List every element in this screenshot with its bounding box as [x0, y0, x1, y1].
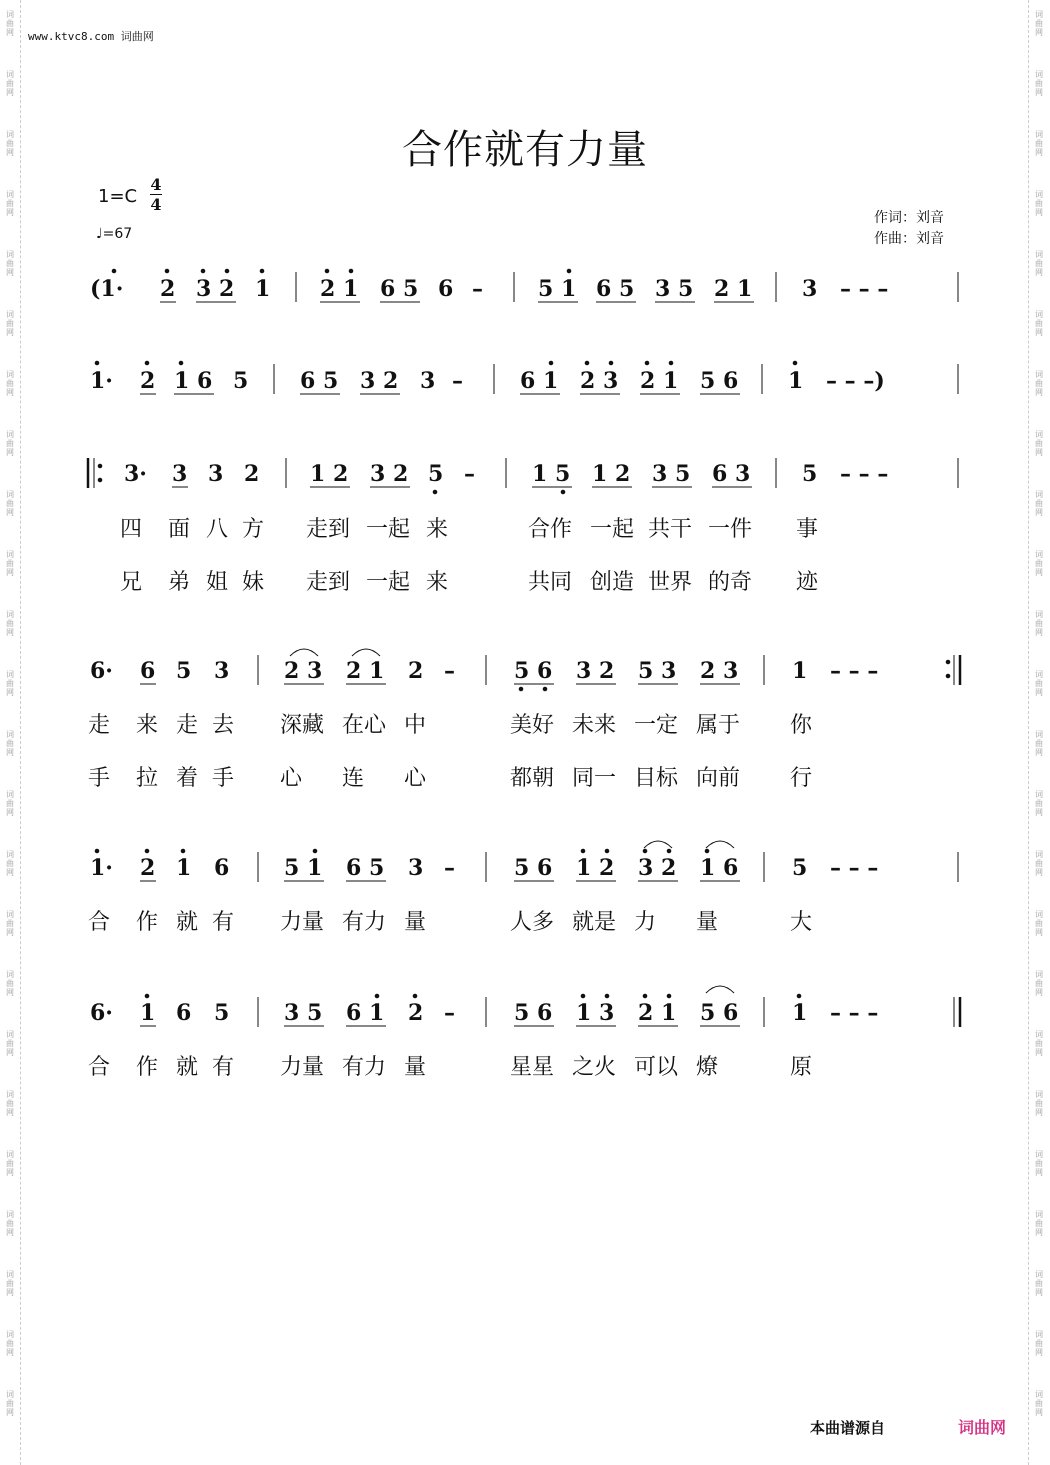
- svg-text:2 3: 2 3: [284, 658, 323, 684]
- svg-text:3 2: 3 2: [196, 276, 235, 302]
- svg-text:5 6: 5 6: [514, 658, 553, 684]
- edge-watermark-mark: 词 曲 网: [6, 370, 14, 397]
- edge-watermark-mark: 词 曲 网: [1035, 250, 1043, 277]
- svg-text:1 6: 1 6: [174, 368, 213, 394]
- lyric-word: 行: [790, 766, 813, 791]
- edge-watermark-mark: 词 曲 网: [6, 610, 14, 637]
- lyric-word: 弟: [168, 570, 191, 595]
- score-line-6: [90, 986, 960, 1027]
- quarter-note-icon: ♩: [96, 226, 103, 242]
- svg-text:1 2: 1 2: [310, 461, 349, 487]
- svg-text:5: 5: [428, 461, 444, 487]
- lyric-word: 有: [212, 1055, 235, 1080]
- lyric-word: 力: [634, 910, 657, 935]
- lyric-word: 人多: [510, 910, 555, 935]
- svg-text:1: 1: [792, 658, 808, 684]
- svg-text:1 2: 1 2: [576, 855, 615, 881]
- lyric-word: 合作: [528, 517, 573, 542]
- tempo-mark: ♩=67: [96, 226, 133, 242]
- svg-text:2: 2: [140, 368, 156, 394]
- svg-text:6: 6: [438, 276, 454, 302]
- lyric-word: 可以: [634, 1055, 679, 1080]
- edge-watermark-mark: 词 曲 网: [1035, 310, 1043, 337]
- svg-text:1 6: 1 6: [700, 855, 739, 881]
- edge-watermark-mark: 词 曲 网: [1035, 1330, 1043, 1357]
- svg-text:2 1: 2 1: [640, 368, 679, 394]
- lyric-word: 就是: [572, 910, 617, 935]
- lyric-word: 妹: [242, 570, 265, 595]
- svg-text:6 1: 6 1: [346, 1000, 385, 1026]
- svg-text:2 1: 2 1: [638, 1000, 677, 1026]
- lyric-word: 属于: [696, 713, 741, 738]
- lyric-word: 原: [790, 1055, 813, 1080]
- lyric-word: 走: [176, 713, 199, 738]
- svg-text:6 5: 6 5: [300, 368, 339, 394]
- lyric-word: 合: [88, 1055, 111, 1080]
- lyric-word: 共同: [528, 570, 573, 595]
- svg-text:5 1: 5 1: [538, 276, 577, 302]
- edge-watermark-mark: 词 曲 网: [1035, 1210, 1043, 1237]
- edge-watermark-mark: 词 曲 网: [1035, 970, 1043, 997]
- edge-watermark-mark: 词 曲 网: [6, 790, 14, 817]
- svg-text:3 5: 3 5: [284, 1000, 323, 1026]
- lyric-word: 合: [88, 910, 111, 935]
- svg-text:6: 6: [140, 658, 156, 684]
- svg-text:3 5: 3 5: [652, 461, 691, 487]
- svg-text:3: 3: [172, 461, 188, 487]
- lyric-word: 兄: [120, 570, 143, 595]
- edge-watermark-mark: 词 曲 网: [6, 250, 14, 277]
- lyric-word: 面: [168, 517, 191, 542]
- svg-text:–: –: [472, 276, 483, 302]
- edge-watermark-mark: 词 曲 网: [1035, 1030, 1043, 1057]
- lyric-word: 着: [176, 766, 199, 791]
- svg-text:6 5: 6 5: [596, 276, 635, 302]
- lyric-word: 之火: [572, 1055, 617, 1080]
- lyric-word: 创造: [590, 570, 635, 595]
- svg-text:5: 5: [233, 368, 249, 394]
- svg-text:6 5: 6 5: [380, 276, 419, 302]
- svg-text:3: 3: [420, 368, 436, 394]
- lyric-word: 在心: [342, 713, 387, 738]
- lyric-word: 星星: [510, 1055, 555, 1080]
- time-signature: 4 4: [150, 175, 162, 214]
- composer: 作曲：刘音: [874, 231, 944, 247]
- edge-watermark-mark: 词 曲 网: [1035, 10, 1043, 37]
- score-line-1: [90, 269, 958, 302]
- lyric-word: 走: [88, 713, 111, 738]
- lyric-word: 有: [212, 910, 235, 935]
- svg-text:– – –: – – –: [840, 276, 889, 302]
- lyric-word: 姐: [206, 570, 229, 595]
- lyric-word: 一起: [366, 570, 411, 595]
- svg-text:6: 6: [176, 1000, 192, 1026]
- svg-text:1: 1: [140, 1000, 156, 1026]
- edge-watermark-mark: 词 曲 网: [6, 1210, 14, 1237]
- lyric-word: 来: [426, 517, 449, 542]
- svg-text:5 3: 5 3: [638, 658, 677, 684]
- site-url: www.ktvc8.com 词曲网: [28, 30, 154, 43]
- key-signature: 1=C: [98, 186, 138, 207]
- svg-text:6: 6: [214, 855, 230, 881]
- svg-text:5 1: 5 1: [284, 855, 323, 881]
- svg-text:5 6: 5 6: [700, 368, 739, 394]
- edge-watermark-mark: 词 曲 网: [1035, 190, 1043, 217]
- lyric-word: 心: [280, 766, 303, 791]
- lyric-word: 手: [88, 766, 111, 791]
- lyric-word: 来: [136, 713, 159, 738]
- edge-watermark-mark: 词 曲 网: [6, 190, 14, 217]
- lyric-word: 量: [696, 910, 719, 935]
- svg-text:1·: 1·: [90, 855, 113, 881]
- edge-watermark-mark: 词 曲 网: [6, 670, 14, 697]
- lyric-word: 一起: [590, 517, 635, 542]
- svg-text:3: 3: [408, 855, 424, 881]
- svg-text:–: –: [444, 855, 455, 881]
- lyric-word: 一定: [634, 713, 679, 738]
- svg-text:3: 3: [214, 658, 230, 684]
- svg-text:1: 1: [255, 276, 271, 302]
- lyric-word: 有力: [342, 1055, 387, 1080]
- svg-text:3 2: 3 2: [360, 368, 399, 394]
- footer-brand: 词曲网: [958, 1418, 1007, 1437]
- svg-text:2 1: 2 1: [320, 276, 359, 302]
- svg-text:3 2: 3 2: [576, 658, 615, 684]
- svg-text:– – –: – – –: [840, 461, 889, 487]
- lyric-word: 四: [120, 517, 143, 542]
- svg-text:– – –: – – –: [830, 855, 879, 881]
- svg-text:–: –: [464, 461, 475, 487]
- edge-watermark-mark: 词 曲 网: [6, 430, 14, 457]
- edge-watermark-mark: 词 曲 网: [1035, 850, 1043, 877]
- svg-text:3: 3: [208, 461, 224, 487]
- edge-watermark-mark: 词 曲 网: [1035, 490, 1043, 517]
- svg-text:1 2: 1 2: [592, 461, 631, 487]
- svg-text:2 3: 2 3: [700, 658, 739, 684]
- lyric-word: 燎: [696, 1055, 719, 1080]
- svg-text:5 6: 5 6: [700, 1000, 739, 1026]
- lyric-word: 走到: [306, 517, 351, 542]
- svg-text:6 1: 6 1: [520, 368, 559, 394]
- svg-text:5: 5: [792, 855, 808, 881]
- svg-text:5 6: 5 6: [514, 1000, 553, 1026]
- score-line-5: [90, 841, 958, 882]
- edge-watermark-mark: 词 曲 网: [6, 1150, 14, 1177]
- svg-text:6 5: 6 5: [346, 855, 385, 881]
- lyric-word: 同一: [572, 766, 617, 791]
- lyric-word: 向前: [696, 766, 741, 791]
- edge-watermark-mark: 词 曲 网: [6, 10, 14, 37]
- edge-watermark-mark: 词 曲 网: [1035, 70, 1043, 97]
- svg-text:2: 2: [140, 855, 156, 881]
- edge-watermark-mark: 词 曲 网: [6, 70, 14, 97]
- edge-watermark-mark: 词 曲 网: [6, 910, 14, 937]
- edge-watermark-mark: 词 曲 网: [6, 130, 14, 157]
- page-title: 合作就有力量: [402, 127, 648, 173]
- lyric-word: 中: [404, 713, 427, 738]
- svg-text:6·: 6·: [90, 658, 113, 684]
- edge-watermark-mark: 词 曲 网: [6, 730, 14, 757]
- lyric-word: 就: [176, 910, 199, 935]
- lyric-word: 去: [212, 713, 235, 738]
- edge-watermark-mark: 词 曲 网: [1035, 910, 1043, 937]
- lyric-word: 迹: [796, 570, 819, 595]
- lyric-word: 未来: [572, 713, 617, 738]
- lyric-word: 就: [176, 1055, 199, 1080]
- lyric-word: 来: [426, 570, 449, 595]
- svg-text:5: 5: [214, 1000, 230, 1026]
- edge-watermark-mark: 词 曲 网: [1035, 430, 1043, 457]
- footer-source: 本曲谱源自: [810, 1419, 886, 1437]
- svg-text:3 2: 3 2: [370, 461, 409, 487]
- lyric-word: 作: [136, 1055, 159, 1080]
- svg-text:3 2: 3 2: [638, 855, 677, 881]
- svg-text:–: –: [444, 1000, 455, 1026]
- lyric-word: 方: [242, 517, 265, 542]
- svg-text:6 3: 6 3: [712, 461, 751, 487]
- svg-text:–: –: [444, 658, 455, 684]
- lyric-word: 心: [404, 766, 427, 791]
- lyric-word: 八: [206, 517, 229, 542]
- lyric-word: 深藏: [280, 713, 325, 738]
- lyric-word: 大: [790, 910, 813, 935]
- svg-text:1: 1: [176, 855, 192, 881]
- score-line-3: [88, 458, 958, 494]
- edge-watermark-mark: 词 曲 网: [1035, 730, 1043, 757]
- lyric-word: 量: [404, 910, 427, 935]
- edge-watermark-mark: 词 曲 网: [6, 1030, 14, 1057]
- svg-text:– – –: – – –: [830, 658, 879, 684]
- svg-text:2: 2: [160, 276, 176, 302]
- edge-watermark-mark: 词 曲 网: [1035, 370, 1043, 397]
- lyric-word: 你: [790, 713, 813, 738]
- svg-text:2 1: 2 1: [346, 658, 385, 684]
- lyricist: 作词：刘音: [874, 210, 944, 226]
- edge-watermark-mark: 词 曲 网: [1035, 1090, 1043, 1117]
- edge-watermark-mark: 词 曲 网: [6, 1390, 14, 1417]
- svg-text:3: 3: [802, 276, 818, 302]
- edge-watermark-mark: 词 曲 网: [6, 550, 14, 577]
- edge-watermark-mark: 词 曲 网: [6, 1090, 14, 1117]
- lyric-word: 力量: [280, 1055, 325, 1080]
- svg-text:2: 2: [408, 658, 424, 684]
- svg-text:– – –: – – –: [830, 1000, 879, 1026]
- svg-text:–: –: [452, 368, 463, 394]
- svg-text:– – –): – – –): [826, 368, 885, 394]
- lyric-word: 力量: [280, 910, 325, 935]
- edge-watermark-mark: 词 曲 网: [6, 970, 14, 997]
- edge-watermark-mark: 词 曲 网: [1035, 130, 1043, 157]
- lyric-word: 事: [796, 517, 819, 542]
- svg-text:1: 1: [788, 368, 804, 394]
- lyric-word: 有力: [342, 910, 387, 935]
- edge-watermark-mark: 词 曲 网: [6, 850, 14, 877]
- lyric-word: 走到: [306, 570, 351, 595]
- lyric-word: 一起: [366, 517, 411, 542]
- svg-text:1 3: 1 3: [576, 1000, 615, 1026]
- lyric-word: 手: [212, 766, 235, 791]
- svg-text:1: 1: [792, 1000, 808, 1026]
- edge-watermark-mark: 词 曲 网: [1035, 1270, 1043, 1297]
- svg-text:1·: 1·: [90, 368, 113, 394]
- edge-watermark-mark: 词 曲 网: [1035, 790, 1043, 817]
- score-line-2: [90, 361, 958, 394]
- svg-text:6·: 6·: [90, 1000, 113, 1026]
- lyric-word: 目标: [634, 766, 679, 791]
- edge-watermark-mark: 词 曲 网: [1035, 670, 1043, 697]
- lyric-word: 作: [136, 910, 159, 935]
- svg-text:5 6: 5 6: [514, 855, 553, 881]
- svg-text:3·: 3·: [124, 461, 147, 487]
- svg-text:3 5: 3 5: [655, 276, 694, 302]
- svg-text:1 5: 1 5: [532, 461, 571, 487]
- edge-watermark-mark: 词 曲 网: [1035, 1390, 1043, 1417]
- edge-watermark-mark: 词 曲 网: [1035, 610, 1043, 637]
- edge-watermark-mark: 词 曲 网: [6, 1270, 14, 1297]
- score-line-4: [90, 649, 960, 691]
- svg-text:2 3: 2 3: [580, 368, 619, 394]
- lyric-word: 一件: [708, 517, 753, 542]
- lyric-word: 的奇: [708, 570, 753, 595]
- edge-watermark-mark: 词 曲 网: [6, 490, 14, 517]
- svg-text:2: 2: [244, 461, 260, 487]
- svg-text:5: 5: [802, 461, 818, 487]
- lyric-word: 美好: [510, 713, 555, 738]
- lyric-word: 拉: [136, 766, 159, 791]
- lyric-word: 连: [342, 766, 365, 791]
- edge-watermark-mark: 词 曲 网: [6, 310, 14, 337]
- svg-text:5: 5: [176, 658, 192, 684]
- edge-watermark-mark: 词 曲 网: [6, 1330, 14, 1357]
- edge-watermark-mark: 词 曲 网: [1035, 1150, 1043, 1177]
- svg-text:2 1: 2 1: [714, 276, 753, 302]
- lyric-word: 世界: [648, 570, 693, 595]
- svg-text:2: 2: [408, 1000, 424, 1026]
- lyric-word: 量: [404, 1055, 427, 1080]
- edge-watermark-mark: 词 曲 网: [1035, 550, 1043, 577]
- lyric-word: 都朝: [510, 766, 555, 791]
- svg-text:(1·: (1·: [90, 276, 124, 302]
- lyric-word: 共干: [648, 517, 693, 542]
